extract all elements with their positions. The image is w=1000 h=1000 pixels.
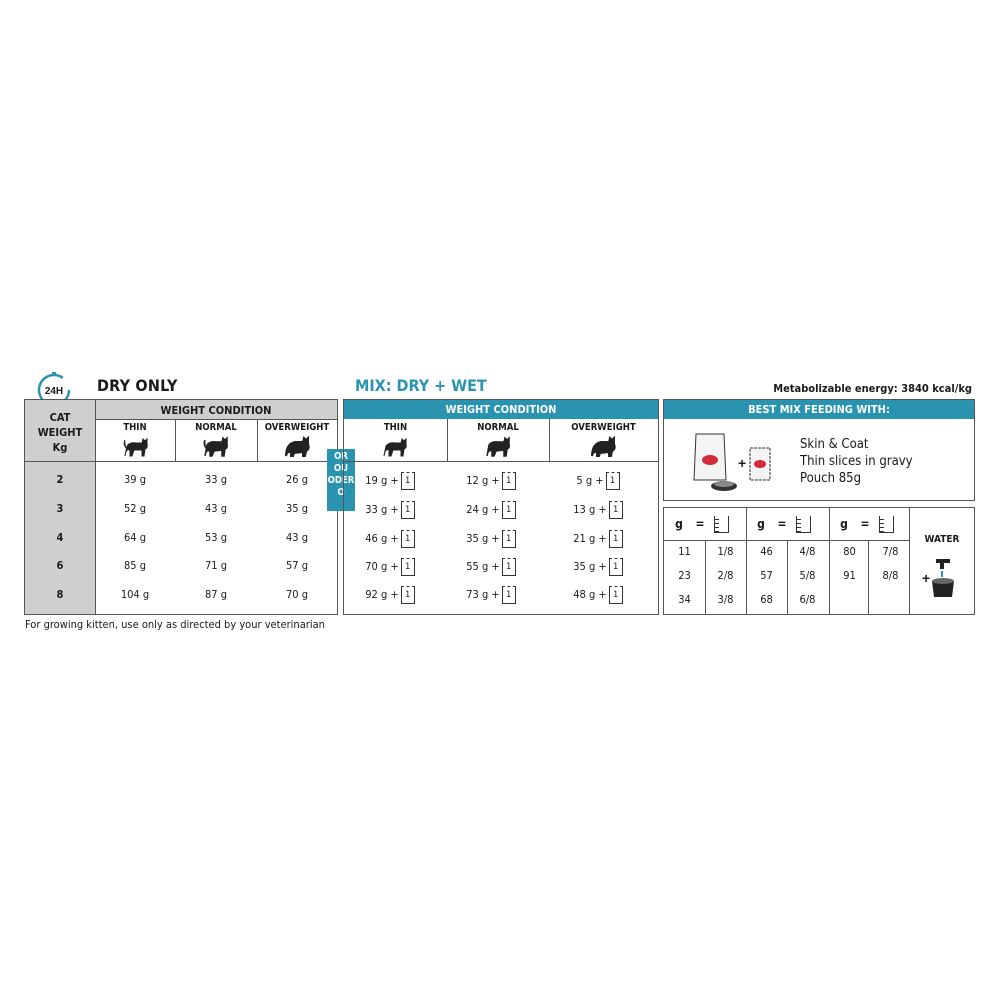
- pouch-icon: 1: [502, 472, 516, 490]
- pouch-icon: 1: [609, 558, 623, 576]
- product-info: [800, 436, 913, 487]
- mix-dry-grams: 33 g +: [365, 503, 399, 516]
- mix-normal-cell: [455, 501, 527, 519]
- pouch-icon: 1: [609, 501, 623, 519]
- dry-col-thin: THIN: [123, 422, 147, 433]
- cat-weight-label: CAT WEIGHT Kg: [37, 411, 83, 454]
- thin-cat-icon: [122, 436, 152, 458]
- mix-dry-grams: 70 g +: [365, 560, 399, 573]
- grams-value: 57: [760, 569, 773, 582]
- dry-thin-value: 39 g: [123, 473, 147, 486]
- mix-dry-grams: 24 g +: [466, 503, 500, 516]
- cup-fraction: 8/8: [882, 569, 899, 582]
- mix-normal-cell: [455, 530, 527, 548]
- measuring-cup-icon: [796, 516, 811, 533]
- dry-normal-value: 33 g: [204, 473, 228, 486]
- mix-normal-cat-icon: [484, 436, 514, 458]
- product-line-3: Pouch 85g: [800, 471, 862, 486]
- equals-sign: =: [860, 517, 870, 531]
- grams-value: 34: [678, 593, 691, 606]
- mix-title: MIX: DRY + WET: [355, 376, 487, 395]
- mix-dry-grams: 21 g +: [573, 532, 607, 545]
- cup-fraction: 5/8: [799, 569, 816, 582]
- dry-overweight-value: 35 g: [285, 502, 309, 515]
- dry-overweight-value: 70 g: [285, 588, 309, 601]
- normal-cat-icon: [202, 436, 232, 458]
- mix-thin-cell: [355, 472, 425, 490]
- pouch-icon: 1: [401, 586, 415, 604]
- pouch-icon: 1: [609, 586, 623, 604]
- cup-fraction: 4/8: [799, 545, 816, 558]
- mix-over-cell: [560, 501, 636, 519]
- dry-kg: 2: [56, 473, 64, 486]
- water-label: WATER: [924, 534, 960, 545]
- dry-thin-value: 85 g: [123, 559, 147, 572]
- dry-kg: 6: [56, 559, 64, 572]
- dry-col-overweight: OVERWEIGHT: [264, 422, 330, 433]
- dry-weight-condition: WEIGHT CONDITION: [160, 404, 272, 417]
- mix-col-normal: NORMAL: [477, 422, 519, 433]
- mix-dry-grams: 46 g +: [365, 532, 399, 545]
- mix-overweight-cat-icon: [589, 436, 619, 458]
- grams-value: 11: [678, 545, 691, 558]
- cup-fraction: 3/8: [717, 593, 734, 606]
- dry-thin-value: 52 g: [123, 502, 147, 515]
- mix-dry-grams: 48 g +: [573, 588, 607, 601]
- dry-kg: 8: [56, 588, 64, 601]
- dry-overweight-value: 43 g: [285, 531, 309, 544]
- mix-dry-grams: 13 g +: [573, 503, 607, 516]
- pouch-icon: 1: [502, 558, 516, 576]
- grams-value: 80: [843, 545, 856, 558]
- product-line-1: Skin & Coat: [800, 437, 869, 452]
- pouch-icon: 1: [401, 501, 415, 519]
- mix-over-cell: [560, 530, 636, 548]
- footnote: For growing kitten, use only as directed by your veterinarian: [25, 618, 325, 631]
- pouch-icon: 1: [502, 586, 516, 604]
- dry-normal-value: 43 g: [204, 502, 228, 515]
- svg-text:+: +: [922, 570, 931, 586]
- mix-thin-cell: [355, 530, 425, 548]
- pouch-icon: 1: [401, 530, 415, 548]
- mix-over-cell: [560, 586, 636, 604]
- dry-overweight-value: 26 g: [285, 473, 309, 486]
- overweight-cat-icon: [283, 436, 313, 458]
- measuring-cup-icon: [714, 516, 729, 533]
- clock-label: 24H: [44, 386, 64, 397]
- mix-dry-grams: 12 g +: [466, 474, 500, 487]
- cup-fraction: 2/8: [717, 569, 734, 582]
- pouch-icon: 1: [401, 558, 415, 576]
- equals-sign: =: [695, 517, 705, 531]
- mix-dry-grams: 5 g +: [576, 474, 604, 487]
- mix-dry-grams: 92 g +: [365, 588, 399, 601]
- svg-text:+: +: [738, 455, 747, 471]
- mix-thin-cell: [355, 501, 425, 519]
- dry-thin-value: 104 g: [120, 588, 150, 601]
- pouch-icon: 1: [401, 472, 415, 490]
- mix-col-thin: THIN: [383, 422, 408, 433]
- cup-fraction: 6/8: [799, 593, 816, 606]
- grams-header: g: [840, 517, 848, 531]
- best-mix-title: BEST MIX FEEDING WITH:: [664, 400, 974, 419]
- dry-overweight-value: 57 g: [285, 559, 309, 572]
- dry-normal-value: 53 g: [204, 531, 228, 544]
- grams-header: g: [757, 517, 765, 531]
- mix-thin-cell: [355, 586, 425, 604]
- grams-value: 68: [760, 593, 773, 606]
- dry-col-normal: NORMAL: [195, 422, 237, 433]
- mix-normal-cell: [455, 586, 527, 604]
- cup-fraction: 7/8: [882, 545, 899, 558]
- mix-thin-cell: [355, 558, 425, 576]
- dry-normal-value: 71 g: [204, 559, 228, 572]
- mix-weight-condition: WEIGHT CONDITION: [344, 400, 658, 419]
- measuring-cup-icon: [879, 516, 894, 533]
- cup-fraction: 1/8: [717, 545, 734, 558]
- mix-over-cell: [560, 558, 636, 576]
- mix-over-cell: [560, 472, 636, 490]
- dry-kg: 3: [56, 502, 64, 515]
- pouch-icon: 1: [609, 530, 623, 548]
- mix-dry-grams: 35 g +: [573, 560, 607, 573]
- dry-kg: 4: [56, 531, 64, 544]
- grams-value: 91: [843, 569, 856, 582]
- metabolizable-energy: Metabolizable energy: 3840 kcal/kg: [773, 382, 972, 395]
- pouch-icon: 1: [502, 530, 516, 548]
- pouch-icon: 1: [606, 472, 620, 490]
- dry-only-title: DRY ONLY: [97, 376, 178, 395]
- grams-value: 23: [678, 569, 691, 582]
- product-line-2: Thin slices in gravy: [800, 454, 913, 469]
- or-badge: OR OU ODER O: [327, 449, 355, 511]
- mix-normal-cell: [455, 472, 527, 490]
- water-faucet-bowl-icon: [922, 553, 966, 601]
- mix-normal-cell: [455, 558, 527, 576]
- grams-header: g: [675, 517, 683, 531]
- mix-col-overweight: OVERWEIGHT: [571, 422, 636, 433]
- mix-dry-grams: 35 g +: [466, 532, 500, 545]
- mix-dry-grams: 19 g +: [365, 474, 399, 487]
- mix-dry-grams: 55 g +: [466, 560, 500, 573]
- pouch-icon: 1: [502, 501, 516, 519]
- dry-thin-value: 64 g: [123, 531, 147, 544]
- grams-value: 46: [760, 545, 773, 558]
- dry-normal-value: 87 g: [204, 588, 228, 601]
- mix-dry-grams: 73 g +: [466, 588, 500, 601]
- mix-thin-cat-icon: [381, 436, 411, 458]
- product-bag-and-pouch-icon: [690, 430, 780, 494]
- equals-sign: =: [777, 517, 787, 531]
